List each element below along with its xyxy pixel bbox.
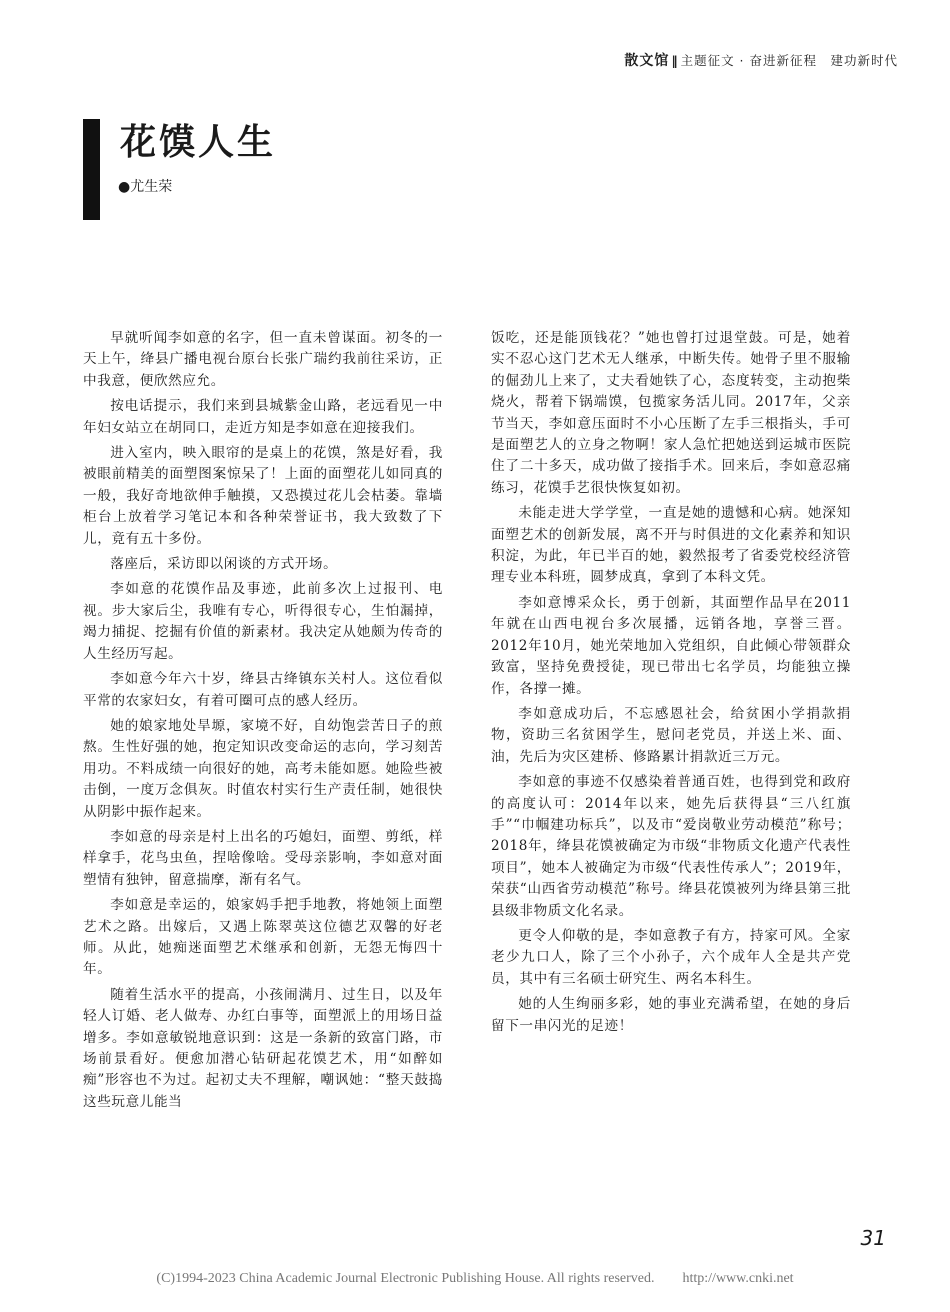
paragraph: 李如意的事迹不仅感染着普通百姓，也得到党和政府的高度认可：2014年以来，她先后获得县“三八红旗手”“巾帼建功标兵”，以及市“爱岗敬业劳动模范”称号；2018年，绛县花馍被确定为市级“非物质文化遗产代表性项目”，她本人被确定为市级“代表性传承人”；2019年，荣获“山西省劳动模范”称号。绛县花馍被列为绛县第三批县级非物质文化名录。 [491,774,851,919]
paragraph: 李如意是幸运的，娘家妈手把手地教，将她领上面塑艺术之路。出嫁后，又遇上陈翠英这位德艺双馨的好老师。从此，她痴迷面塑艺术继承和创新，无怨无悔四十年。 [83,897,443,978]
page-number: 31 [860,1226,886,1250]
paragraph: 李如意的花馍作品及事迹，此前多次上过报刊、电视。步大家后尘，我唯有专心，听得很专心，生怕漏掉，竭力捕捉、挖掘有价值的新素材。我决定从她颇为传奇的人生经历写起。 [83,581,443,662]
paragraph: 李如意今年六十岁，绛县古绛镇东关村人。这位看似平常的农家妇女，有着可圈可点的感人经历。 [83,671,443,709]
page-header [624,50,898,70]
left-column [83,328,443,1117]
right-column [491,328,851,1041]
paragraph: 李如意成功后，不忘感恩社会，给贫困小学捐款捐物，资助三名贫困学生，慰问老党员，并送上米、面、油，先后为灾区建桥、修路累计捐款近三万元。 [491,705,851,765]
topic-text: 主题征文 · 奋进新征程 建功新时代 [680,53,898,68]
article-author: ●尤生荣 [118,179,173,195]
paragraph: 她的娘家地处旱塬，家境不好，自幼饱尝苦日子的煎熬。生性好强的她，抱定知识改变命运的志向，学习刻苦用功。不料成绩一向很好的她，高考未能如愿。她险些被击倒，一度万念俱灰。时值农村实行生产责任制，她很快从阴影中振作起来。 [83,717,443,820]
paragraph: 李如意博采众长，勇于创新，其面塑作品早在2011年就在山西电视台多次展播，远销各地，享誉三晋。2012年10月，她光荣地加入党组织，自此倾心带领群众致富，坚持免费授徒，现已带出七名学员，均能独立操作，各撑一摊。 [491,594,851,697]
section-name: 散文馆 [624,53,670,69]
copyright-footer: (C)1994-2023 China Academic Journal Electronic Publishing House. All rights reserved. http://www.cnki.net [156,1271,794,1286]
paragraph: 未能走进大学学堂，一直是她的遗憾和心病。她深知面塑艺术的创新发展，离不开与时俱进的文化素养和知识积淀，为此，年已半百的她，毅然报考了省委党校经济管理专业本科班，圆梦成真，拿到了本科文凭。 [491,505,851,586]
paragraph: 早就听闻李如意的名字，但一直未曾谋面。初冬的一天上午，绛县广播电视台原台长张广瑞约我前往采访，正中我意，便欣然应允。 [83,330,443,389]
paragraph: 李如意的母亲是村上出名的巧媳妇，面塑、剪纸，样样拿手，花鸟虫鱼，捏啥像啥。受母亲影响，李如意对面塑情有独钟，留意揣摩，渐有名气。 [83,828,443,888]
paragraph: 她的人生绚丽多彩，她的事业充满希望，在她的身后留下一串闪光的足迹！ [491,996,851,1034]
header-separator: ‖ [671,53,679,68]
title-accent-bar [83,119,100,220]
article-title: 花馍人生 [120,122,277,163]
paragraph: 按电话提示，我们来到县城紫金山路，老远看见一中年妇女站立在胡同口，走近方知是李如意在迎接我们。 [83,398,443,436]
paragraph-continued: 饭吃，还是能顶钱花？”她也曾打过退堂鼓。可是，她着实不忍心这门艺术无人继承，中断失传。她骨子里不服输的倔劲儿上来了，丈夫看她铁了心，态度转变，主动抱柴烧火，帮着下锅端馍，包揽家务活儿同。2017年，父亲节当天，李如意压面时不小心压断了左手三根指头，手可是面塑艺人的立身之物啊！家人急忙把她送到运城市医院住了二十多天，成功做了接指手术。回来后，李如意忍痛练习，花馍手艺很快恢复如初。 [491,330,851,496]
paragraph: 随着生活水平的提高，小孩闹满月、过生日，以及年轻人订婚、老人做寿、办红白事等，面塑派上的用场日益增多。李如意敏锐地意识到：这是一条新的致富门路，市场前景看好。便愈加潜心钻研起花馍艺术，用“如醉如痴”形容也不为过。起初丈夫不理解，嘲讽她：“整天鼓捣这些玩意儿能当 [83,986,443,1110]
paragraph: 落座后，采访即以闲谈的方式开场。 [110,556,338,573]
paragraph: 更令人仰敬的是，李如意教子有方，持家可风。全家老少九口人，除了三个小孙子，六个成年人全是共产党员，其中有三名硕士研究生、两名本科生。 [491,927,851,987]
paragraph: 进入室内，映入眼帘的是桌上的花馍，煞是好看，我被眼前精美的面塑图案惊呆了！上面的面塑花儿如同真的一般，我好奇地欲伸手触摸，又恐摸过花儿会枯萎。靠墙柜台上放着学习笔记本和各种荣誉证书，我大致数了下儿，竟有五十多份。 [83,445,443,547]
